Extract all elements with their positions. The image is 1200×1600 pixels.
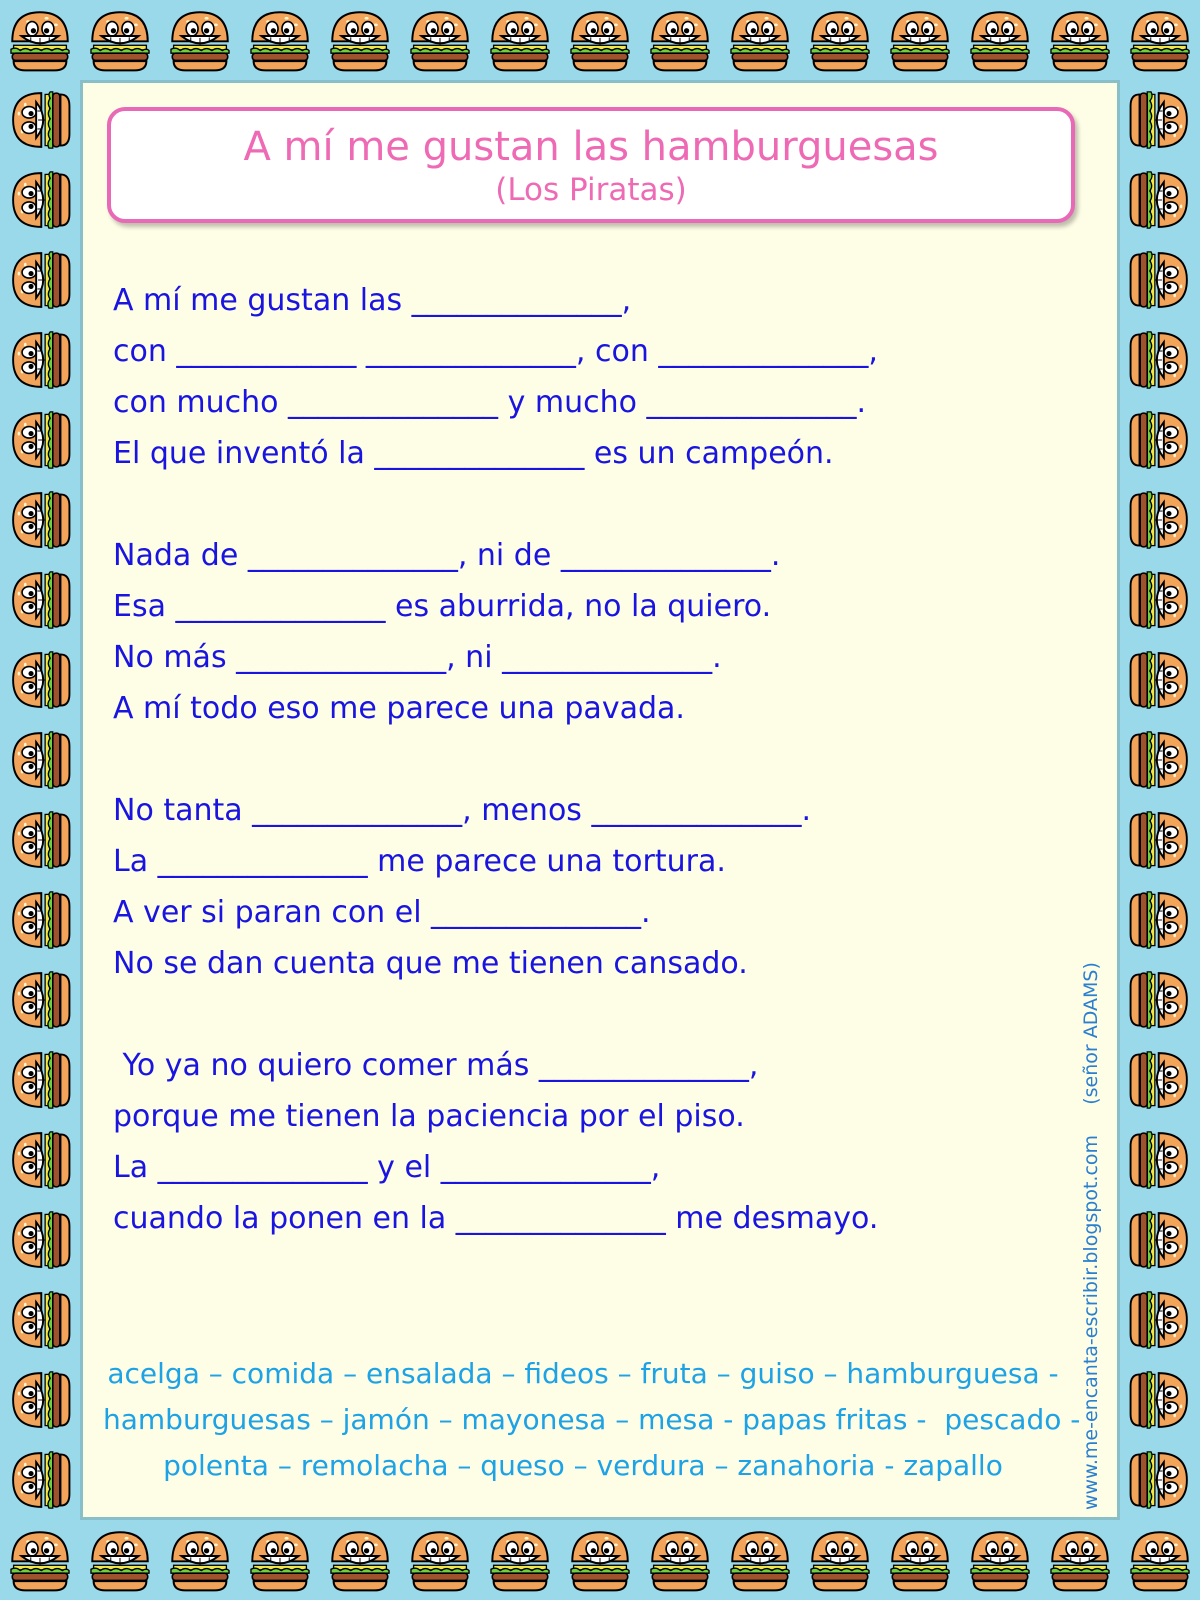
cartoon-hamburger-icon <box>167 7 233 73</box>
cartoon-hamburger-icon <box>247 7 313 73</box>
cartoon-hamburger-icon <box>1127 7 1193 73</box>
lyrics-line: A mí me gustan las ______________, <box>113 283 632 318</box>
cartoon-hamburger-icon <box>1128 808 1192 872</box>
cartoon-hamburger-icon <box>8 568 72 632</box>
cartoon-hamburger-icon <box>8 1448 72 1512</box>
cartoon-hamburger-icon <box>1128 728 1192 792</box>
lyrics-line: con ____________ ______________, con ______________, <box>113 334 878 369</box>
lyrics-block <box>113 275 1073 1244</box>
cartoon-hamburger-icon <box>1128 1048 1192 1112</box>
cartoon-hamburger-icon <box>327 1527 393 1593</box>
cartoon-hamburger-icon <box>887 1527 953 1593</box>
cartoon-hamburger-icon <box>1128 568 1192 632</box>
lyrics-line: La ______________ y el ______________, <box>113 1150 661 1185</box>
cartoon-hamburger-icon <box>8 88 72 152</box>
cartoon-hamburger-icon <box>7 1527 73 1593</box>
cartoon-hamburger-icon <box>1128 248 1192 312</box>
word-bank-line: polenta – remolacha – queso – verdura – zanahoria - zapallo <box>163 1449 1003 1482</box>
cartoon-hamburger-icon <box>8 168 72 232</box>
cartoon-hamburger-icon <box>1128 328 1192 392</box>
cartoon-hamburger-icon <box>1128 1128 1192 1192</box>
lyrics-line: No más ______________, ni ______________. <box>113 640 722 675</box>
cartoon-hamburger-icon <box>8 1208 72 1272</box>
page-subtitle: (Los Piratas) <box>495 172 687 208</box>
cartoon-hamburger-icon <box>87 1527 153 1593</box>
cartoon-hamburger-icon <box>647 7 713 73</box>
cartoon-hamburger-icon <box>8 1368 72 1432</box>
cartoon-hamburger-icon <box>1128 968 1192 1032</box>
lyrics-line: Esa ______________ es aburrida, no la quiero. <box>113 589 772 624</box>
lyrics-line: A mí todo eso me parece una pavada. <box>113 691 685 726</box>
cartoon-hamburger-icon <box>1128 168 1192 232</box>
cartoon-hamburger-icon <box>167 1527 233 1593</box>
cartoon-hamburger-icon <box>887 7 953 73</box>
cartoon-hamburger-icon <box>567 1527 633 1593</box>
cartoon-hamburger-icon <box>8 248 72 312</box>
cartoon-hamburger-icon <box>727 1527 793 1593</box>
credit-text: www.me-encanta-escribir.blogspot.com (señor ADAMS) <box>1080 962 1102 1510</box>
word-bank <box>103 1351 1081 1489</box>
lyrics-line: cuando la ponen en la ______________ me desmayo. <box>113 1201 879 1236</box>
cartoon-hamburger-icon <box>247 1527 313 1593</box>
border-bottom <box>0 1520 1200 1600</box>
lyrics-line: con mucho ______________ y mucho ______________. <box>113 385 867 420</box>
cartoon-hamburger-icon <box>87 7 153 73</box>
lyrics-line: Yo ya no quiero comer más ______________, <box>113 1048 759 1083</box>
cartoon-hamburger-icon <box>8 728 72 792</box>
cartoon-hamburger-icon <box>327 7 393 73</box>
cartoon-hamburger-icon <box>8 328 72 392</box>
lyrics-line <box>113 989 1073 1040</box>
cartoon-hamburger-icon <box>1128 408 1192 472</box>
cartoon-hamburger-icon <box>807 1527 873 1593</box>
lyrics-line <box>113 734 1073 785</box>
lyrics-line: No tanta ______________, menos ______________. <box>113 793 811 828</box>
cartoon-hamburger-icon <box>727 7 793 73</box>
cartoon-hamburger-icon <box>8 968 72 1032</box>
cartoon-hamburger-icon <box>1128 1208 1192 1272</box>
cartoon-hamburger-icon <box>1128 1368 1192 1432</box>
cartoon-hamburger-icon <box>1128 88 1192 152</box>
lyrics-line: Nada de ______________, ni de ______________. <box>113 538 781 573</box>
cartoon-hamburger-icon <box>567 7 633 73</box>
cartoon-hamburger-icon <box>8 648 72 712</box>
cartoon-hamburger-icon <box>8 1128 72 1192</box>
lyrics-line: No se dan cuenta que me tienen cansado. <box>113 946 748 981</box>
cartoon-hamburger-icon <box>407 1527 473 1593</box>
cartoon-hamburger-icon <box>1128 488 1192 552</box>
border-top <box>0 0 1200 80</box>
border-right <box>1120 80 1200 1520</box>
cartoon-hamburger-icon <box>487 7 553 73</box>
cartoon-hamburger-icon <box>8 1288 72 1352</box>
cartoon-hamburger-icon <box>487 1527 553 1593</box>
cartoon-hamburger-icon <box>1128 888 1192 952</box>
cartoon-hamburger-icon <box>967 7 1033 73</box>
cartoon-hamburger-icon <box>1128 1288 1192 1352</box>
lyrics-line <box>113 479 1073 530</box>
title-box <box>107 107 1075 223</box>
cartoon-hamburger-icon <box>967 1527 1033 1593</box>
cartoon-hamburger-icon <box>8 488 72 552</box>
cartoon-hamburger-icon <box>8 888 72 952</box>
cartoon-hamburger-icon <box>1128 1448 1192 1512</box>
cartoon-hamburger-icon <box>1047 1527 1113 1593</box>
cartoon-hamburger-icon <box>1047 7 1113 73</box>
border-left <box>0 80 80 1520</box>
lyrics-line: El que inventó la ______________ es un campeón. <box>113 436 834 471</box>
cartoon-hamburger-icon <box>7 7 73 73</box>
cartoon-hamburger-icon <box>647 1527 713 1593</box>
word-bank-line: hamburguesas – jamón – mayonesa – mesa - papas fritas - pescado - <box>103 1403 1081 1436</box>
lyrics-line: A ver si paran con el ______________. <box>113 895 651 930</box>
cartoon-hamburger-icon <box>8 1048 72 1112</box>
cartoon-hamburger-icon <box>8 808 72 872</box>
cartoon-hamburger-icon <box>807 7 873 73</box>
cartoon-hamburger-icon <box>407 7 473 73</box>
worksheet-page <box>80 80 1120 1520</box>
page-title: A mí me gustan las hamburguesas <box>243 124 939 170</box>
cartoon-hamburger-icon <box>8 408 72 472</box>
cartoon-hamburger-icon <box>1127 1527 1193 1593</box>
lyrics-line: porque me tienen la paciencia por el piso. <box>113 1099 745 1134</box>
word-bank-line: acelga – comida – ensalada – fideos – fruta – guiso – hamburguesa - <box>107 1357 1059 1390</box>
lyrics-line: La ______________ me parece una tortura. <box>113 844 726 879</box>
cartoon-hamburger-icon <box>1128 648 1192 712</box>
